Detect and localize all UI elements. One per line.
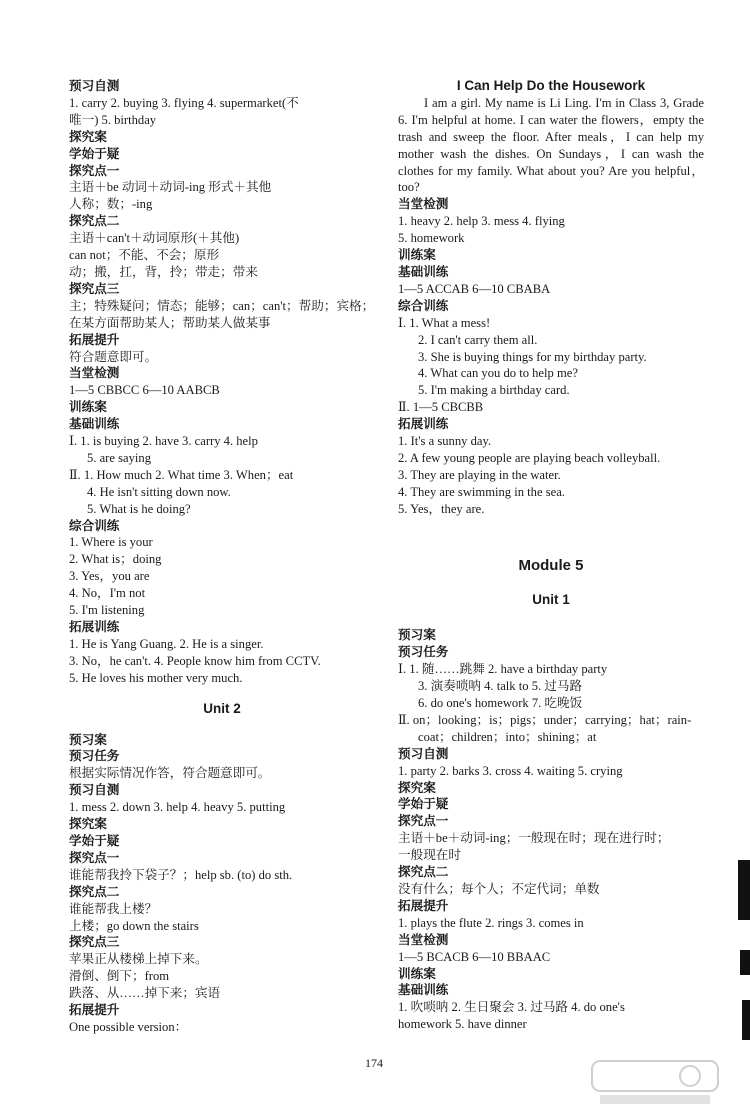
section-heading: 预习自测 — [69, 78, 120, 93]
essay-paragraph: I am a girl. My name is Li Ling. I'm in Class 3, Grade 6. I'm helpful at home. I can water the flowers，empty the trash and sweep the floor. After meals，I can help my mother wash the dishes. On Sundays，I can wash the clothes for my family. What about you? Are you helpful，too? — [398, 95, 704, 195]
section-heading: 训练案 — [69, 399, 107, 415]
section-heading: 预习自测 — [398, 745, 449, 761]
section-heading: 探究点二 — [398, 864, 449, 880]
answer-line: 4. No，I'm not — [69, 586, 146, 601]
page-number: 174 — [365, 1056, 383, 1070]
answer-line: Ⅰ. 1. What a mess! — [398, 315, 491, 330]
unit-heading: Unit 1 — [532, 592, 570, 608]
answer-line: 1. party 2. barks 3. cross 4. waiting 5. crying — [398, 763, 623, 778]
answer-line: coat；children；into；shining；at — [418, 729, 597, 744]
answer-line: 主语＋be 动词＋动词-ing 形式＋其他 — [69, 180, 272, 195]
answer-line: 主；特殊疑问；情态；能够；can；can't；帮助；宾格； — [69, 298, 375, 313]
answer-line: 5. He loves his mother very much. — [69, 670, 243, 685]
answer-line: 5. What is he doing? — [87, 501, 191, 516]
answer-line: Ⅰ. 1. 随……跳舞 2. have a birthday party — [398, 662, 608, 677]
answer-line: 谁能帮我拎下袋子？；help sb. (to) do sth. — [69, 867, 293, 882]
answer-line: 1. mess 2. down 3. help 4. heavy 5. putting — [69, 800, 286, 815]
answer-line: 主语＋be＋动词-ing；一般现在时；现在进行时； — [398, 831, 670, 846]
section-heading: 拓展训练 — [69, 619, 120, 634]
section-heading: 探究点二 — [69, 213, 120, 229]
section-heading: 探究点一 — [69, 162, 120, 178]
answer-line: 1—5 BCACB 6—10 BBAAC — [398, 949, 551, 964]
answer-line: 2. What is；doing — [69, 552, 162, 567]
section-heading: 预习自测 — [69, 782, 120, 798]
answer-line: 一般现在时 — [398, 848, 461, 863]
section-heading: 拓展提升 — [69, 1002, 120, 1018]
watermark-logo-icon — [590, 1059, 720, 1107]
unit-heading: Module 5 — [518, 556, 584, 574]
unit-heading: Unit 2 — [203, 700, 241, 716]
answer-line: 6. do one's homework 7. 吃晚饭 — [418, 696, 583, 710]
answer-line: 1. It's a sunny day. — [398, 434, 492, 449]
answer-line: 在某方面帮助某人；帮助某人做某事 — [69, 315, 271, 330]
essay-title: I Can Help Do the Housework — [456, 78, 646, 93]
section-heading: 当堂检测 — [398, 931, 449, 947]
section-heading: 探究点三 — [69, 280, 120, 296]
answer-line: 1. heavy 2. help 3. mess 4. flying — [398, 214, 565, 229]
section-heading: 预习案 — [69, 731, 107, 747]
answer-line: 根据实际情况作答，符合题意即可。 — [69, 766, 271, 781]
answer-line: 1—5 CBBCC 6—10 AABCB — [69, 383, 220, 398]
section-heading: 探究点一 — [398, 813, 449, 829]
answer-line: One possible version： — [69, 1019, 188, 1034]
answer-line: 3. Yes，you are — [69, 569, 150, 584]
answer-line: 4. He isn't sitting down now. — [87, 484, 231, 499]
section-heading: 探究点一 — [69, 849, 120, 865]
answer-line: 5. are saying — [87, 450, 151, 465]
answer-line: 跌落、从……掉下来；宾语 — [69, 986, 221, 1001]
right-column — [398, 78, 704, 1033]
answer-line: 5. I'm listening — [69, 603, 145, 618]
answer-line: 1. carry 2. buying 3. flying 4. supermarket(不 — [69, 95, 299, 110]
section-heading: 探究案 — [69, 816, 107, 832]
page-edge-mark — [736, 860, 750, 1060]
answer-line: 上楼；go down the stairs — [69, 918, 199, 933]
section-heading: 拓展提升 — [69, 331, 120, 347]
answer-line: 1. He is Yang Guang. 2. He is a singer. — [69, 636, 264, 651]
answer-line: 没有什么；每个人；不定代词；单数 — [398, 881, 600, 896]
section-heading: 探究案 — [69, 128, 107, 144]
section-heading: 探究点三 — [69, 934, 120, 950]
section-heading: 当堂检测 — [69, 365, 120, 381]
answer-line: 4. What can you do to help me? — [418, 366, 578, 381]
section-heading: 预习任务 — [398, 644, 449, 660]
answer-line: 5. Yes，they are. — [398, 501, 485, 516]
answer-line: 唯一) 5. birthday — [69, 112, 157, 127]
section-heading: 综合训练 — [69, 517, 120, 533]
left-column — [69, 78, 375, 1036]
answer-line: 人称；数；-ing — [69, 197, 153, 212]
section-heading: 基础训练 — [69, 416, 120, 432]
section-heading: 当堂检测 — [398, 196, 449, 212]
answer-line: Ⅱ. on；looking；is；pigs；under；carrying；hat；rain- — [398, 712, 692, 727]
answer-line: 5. homework — [398, 231, 465, 246]
answer-line: 3. She is buying things for my birthday party. — [418, 349, 647, 364]
answer-line: 4. They are swimming in the sea. — [398, 484, 565, 499]
answer-line: 3. No，he can't. 4. People know him from CCTV. — [69, 653, 321, 668]
section-heading: 预习任务 — [69, 748, 120, 764]
answer-line: 滑倒、倒下；from — [69, 969, 170, 984]
section-heading: 综合训练 — [398, 297, 449, 313]
answer-line: 3. 演奏唢呐 4. talk to 5. 过马路 — [418, 679, 583, 694]
section-heading: 学始于疑 — [69, 832, 120, 848]
section-heading: 训练案 — [398, 965, 436, 981]
section-heading: 学始于疑 — [398, 796, 449, 812]
answer-line: 动；搬，扛，背，拎；带走；带来 — [69, 264, 258, 279]
section-heading: 预习案 — [398, 627, 436, 643]
answer-line: 1. plays the flute 2. rings 3. comes in — [398, 915, 584, 930]
answer-line: Ⅰ. 1. is buying 2. have 3. carry 4. help — [69, 434, 258, 449]
answer-line: 主语＋can't＋动词原形(＋其他) — [69, 231, 240, 246]
answer-line: Ⅱ. 1—5 CBCBB — [398, 400, 484, 415]
section-heading: 基础训练 — [398, 982, 449, 998]
answer-line: 3. They are playing in the water. — [398, 467, 561, 482]
section-heading: 拓展提升 — [398, 897, 449, 913]
answer-line: 1—5 ACCAB 6—10 CBABA — [398, 281, 551, 296]
answer-line: 2. A few young people are playing beach volleyball. — [398, 450, 661, 465]
section-heading: 探究案 — [398, 779, 436, 795]
answer-line: 2. I can't carry them all. — [418, 332, 538, 347]
answer-line: 1. Where is your — [69, 535, 153, 550]
answer-line: 符合题意即可。 — [69, 349, 158, 364]
right-answer-list — [398, 196, 704, 1033]
section-heading: 基础训练 — [398, 263, 449, 279]
answer-line: 谁能帮我上楼？ — [69, 901, 158, 916]
section-heading: 拓展训练 — [398, 416, 449, 432]
answer-line: Ⅱ. 1. How much 2. What time 3. When；eat — [69, 467, 294, 482]
answer-line: 5. I'm making a birthday card. — [418, 383, 570, 398]
section-heading: 学始于疑 — [69, 145, 120, 161]
section-heading: 训练案 — [398, 247, 436, 263]
answer-line: can not；不能、不会；原形 — [69, 248, 220, 263]
answer-line: homework 5. have dinner — [398, 1017, 527, 1032]
section-heading: 探究点二 — [69, 883, 120, 899]
answer-line: 苹果正从楼梯上掉下来。 — [69, 952, 208, 967]
answer-line: 1. 吹唢呐 2. 生日聚会 3. 过马路 4. do one's — [398, 1000, 625, 1015]
